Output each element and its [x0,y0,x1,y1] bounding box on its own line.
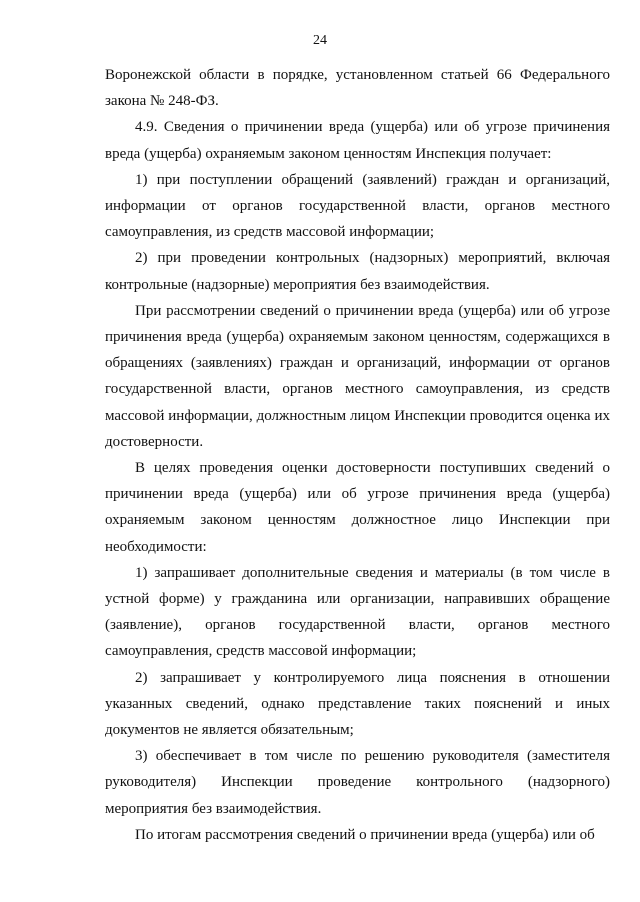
paragraph-section-4-9: 4.9. Сведения о причинении вреда (ущерба) или об угрозе причинения вреда (ущерба) охраняемым законом ценностям Инспекция получает: [105,119,610,162]
document-body [105,62,610,848]
paragraph-results: По итогам рассмотрения сведений о причинении вреда (ущерба) или об [135,826,595,843]
paragraph-verification-item-3: 3) обеспечивает в том числе по решению руководителя (заместителя руководителя) Инспекции проведение контрольного (надзорного) мероприятия без взаимодействия. [105,748,610,817]
paragraph-assessment: При рассмотрении сведений о причинении вреда (ущерба) или об угрозе причинения вреда (ущерба) охраняемым законом ценностям, содержащихся в обращениях (заявлениях) граждан и организаций, информации от органов государственной власти, органов местного самоуправления, из средств массовой информации, должностным лицом Инспекции проводится оценка их достоверности. [105,302,610,450]
paragraph-verification-item-1: 1) запрашивает дополнительные сведения и материалы (в том числе в устной форме) у гражданина или организации, направивших обращение (заявление), органов государственной власти, органов местного самоуправления, средств массовой информации; [105,564,610,660]
paragraph-list-item-1: 1) при поступлении обращений (заявлений) граждан и организаций, информации от органов государственной власти, органов местного самоуправления, из средств массовой информации; [105,171,610,241]
paragraph-verification-purpose: В целях проведения оценки достоверности поступивших сведений о причинении вреда (ущерба) или об угрозе причинения вреда (ущерба) охраняемым законом ценностям должностное лицо Инспекции при необходимости: [105,460,610,555]
paragraph-list-item-2: 2) при проведении контрольных (надзорных) мероприятий, включая контрольные (надзорные) мероприятия без взаимодействия. [105,250,610,293]
page-number: 24 [313,33,327,48]
paragraph-verification-item-2: 2) запрашивает у контролируемого лица пояснения в отношении указанных сведений, однако представление таких пояснений и иных документов не является обязательным; [105,669,610,739]
paragraph-continuation: Воронежской области в порядке, установленном статьей 66 Федерального закона № 248-ФЗ. [105,67,610,110]
